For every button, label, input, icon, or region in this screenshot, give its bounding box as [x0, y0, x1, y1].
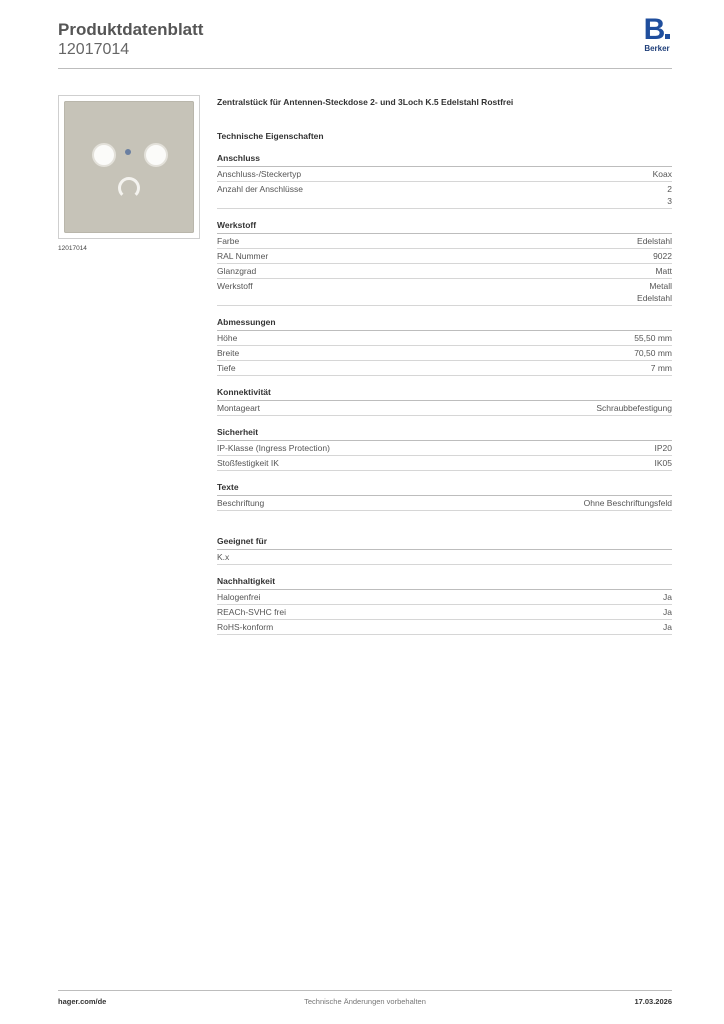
spec-value	[634, 347, 672, 359]
sat-socket-bottom	[118, 177, 140, 199]
section-title: Nachhaltigkeit	[217, 575, 672, 590]
product-number: 12017014	[58, 41, 130, 58]
spec-value-line: Edelstahl	[637, 236, 672, 246]
spec-value	[663, 591, 672, 603]
spec-row	[217, 620, 672, 635]
spec-label: RoHS-konform	[217, 622, 274, 632]
spec-value	[663, 606, 672, 618]
footer-website[interactable]: hager.com/de	[58, 997, 107, 1006]
spec-value	[653, 250, 672, 262]
coax-socket-left	[92, 143, 116, 167]
spec-row	[217, 590, 672, 605]
spec-section	[217, 386, 672, 416]
spec-row	[217, 550, 672, 565]
image-caption: 12017014	[58, 245, 87, 252]
spec-value-line: Schraubbefestigung	[596, 403, 672, 413]
spec-value	[596, 402, 672, 414]
section-title: Werkstoff	[217, 219, 672, 234]
spec-label: Halogenfrei	[217, 592, 261, 602]
spec-row	[217, 361, 672, 376]
spec-value	[637, 235, 672, 247]
spec-label: Tiefe	[217, 363, 236, 373]
spec-value	[634, 332, 672, 344]
spec-row	[217, 182, 672, 209]
spec-row	[217, 331, 672, 346]
spec-row	[217, 234, 672, 249]
spec-value-line: 7 mm	[650, 363, 672, 373]
cover-plate	[64, 101, 194, 233]
footer-notice: Technische Änderungen vorbehalten	[304, 997, 426, 1006]
spec-label: RAL Nummer	[217, 251, 269, 261]
spec-value-line: Ja	[663, 607, 672, 617]
footer-divider	[58, 990, 672, 991]
spec-label: Breite	[217, 348, 240, 358]
spec-row	[217, 167, 672, 182]
spec-value	[584, 497, 672, 509]
spec-row	[217, 346, 672, 361]
spec-row	[217, 456, 672, 471]
spec-value-line: Ohne Beschriftungsfeld	[583, 498, 672, 508]
spec-label: Anzahl der Anschlüsse	[217, 184, 303, 194]
spec-value	[663, 621, 672, 633]
document-header	[58, 20, 203, 60]
spec-label: IP-Klasse (Ingress Protection)	[217, 443, 330, 453]
coax-socket-right	[144, 143, 168, 167]
spec-value-line: 70,50 mm	[634, 348, 672, 358]
spec-sections	[217, 152, 672, 635]
spec-row	[217, 264, 672, 279]
spec-section	[217, 535, 672, 565]
spec-label: Werkstoff	[217, 281, 253, 291]
product-image	[58, 95, 200, 239]
spec-section	[217, 219, 672, 306]
spec-row	[217, 279, 672, 306]
spec-label: Anschluss-/Steckertyp	[217, 169, 302, 179]
header-divider	[58, 68, 672, 69]
spec-value-line: 2	[667, 184, 672, 194]
section-title: Konnektivität	[217, 386, 672, 401]
spec-value-line: Ja	[663, 622, 672, 632]
spec-value	[655, 442, 673, 454]
spec-value-line: 9022	[653, 251, 672, 261]
spec-row	[217, 496, 672, 511]
spec-value-line: Matt	[655, 266, 672, 276]
spec-label: Glanzgrad	[217, 266, 257, 276]
section-title: Texte	[217, 481, 672, 496]
spec-row	[217, 249, 672, 264]
spec-value-line: IP20	[654, 443, 672, 453]
tech-heading: Technische Eigenschaften	[217, 131, 324, 141]
spec-value	[667, 183, 672, 207]
spec-value-line: Edelstahl	[637, 293, 672, 303]
spec-value-line: 3	[667, 196, 672, 206]
spec-value-line: Koax	[652, 169, 672, 179]
section-title: Abmessungen	[217, 316, 672, 331]
section-title: Anschluss	[217, 152, 672, 167]
spec-value	[655, 457, 673, 469]
spec-label: Stoßfestigkeit IK	[217, 458, 279, 468]
spec-row	[217, 401, 672, 416]
spec-section	[217, 481, 672, 511]
page-title: Produktdatenblatt	[58, 20, 204, 39]
logo-dot	[665, 34, 670, 39]
spec-row	[217, 605, 672, 620]
section-title: Sicherheit	[217, 426, 672, 441]
spec-label: Farbe	[217, 236, 240, 246]
logo-letter: B	[643, 13, 665, 46]
spec-section	[217, 575, 672, 635]
spec-section	[217, 426, 672, 471]
spec-row	[217, 441, 672, 456]
logo-text: Berker	[644, 44, 670, 53]
section-spacer	[217, 511, 672, 525]
spec-label: K.x	[217, 552, 230, 562]
spec-label: REACh-SVHC frei	[217, 607, 286, 617]
spec-label: Montageart	[217, 403, 260, 413]
product-details	[217, 96, 672, 635]
spec-value	[637, 280, 672, 304]
section-title: Geeignet für	[217, 535, 672, 550]
spec-value-line: IK05	[654, 458, 672, 468]
spec-section	[217, 316, 672, 376]
spec-value	[653, 168, 672, 180]
spec-section	[217, 152, 672, 209]
footer-date: 17.03.2026	[634, 997, 672, 1006]
spec-label: Beschriftung	[217, 498, 265, 508]
spec-value-line: 55,50 mm	[634, 333, 672, 343]
spec-value	[651, 362, 672, 374]
spec-value-line: Metall	[649, 281, 672, 291]
spec-value	[655, 265, 672, 277]
spec-label: Höhe	[217, 333, 238, 343]
product-title: Zentralstück für Antennen-Steckdose 2- und 3Loch K.5 Edelstahl Rostfrei	[217, 97, 514, 107]
spec-value-line: Ja	[663, 592, 672, 602]
indicator-dot	[125, 149, 131, 155]
brand-logo	[640, 13, 674, 53]
